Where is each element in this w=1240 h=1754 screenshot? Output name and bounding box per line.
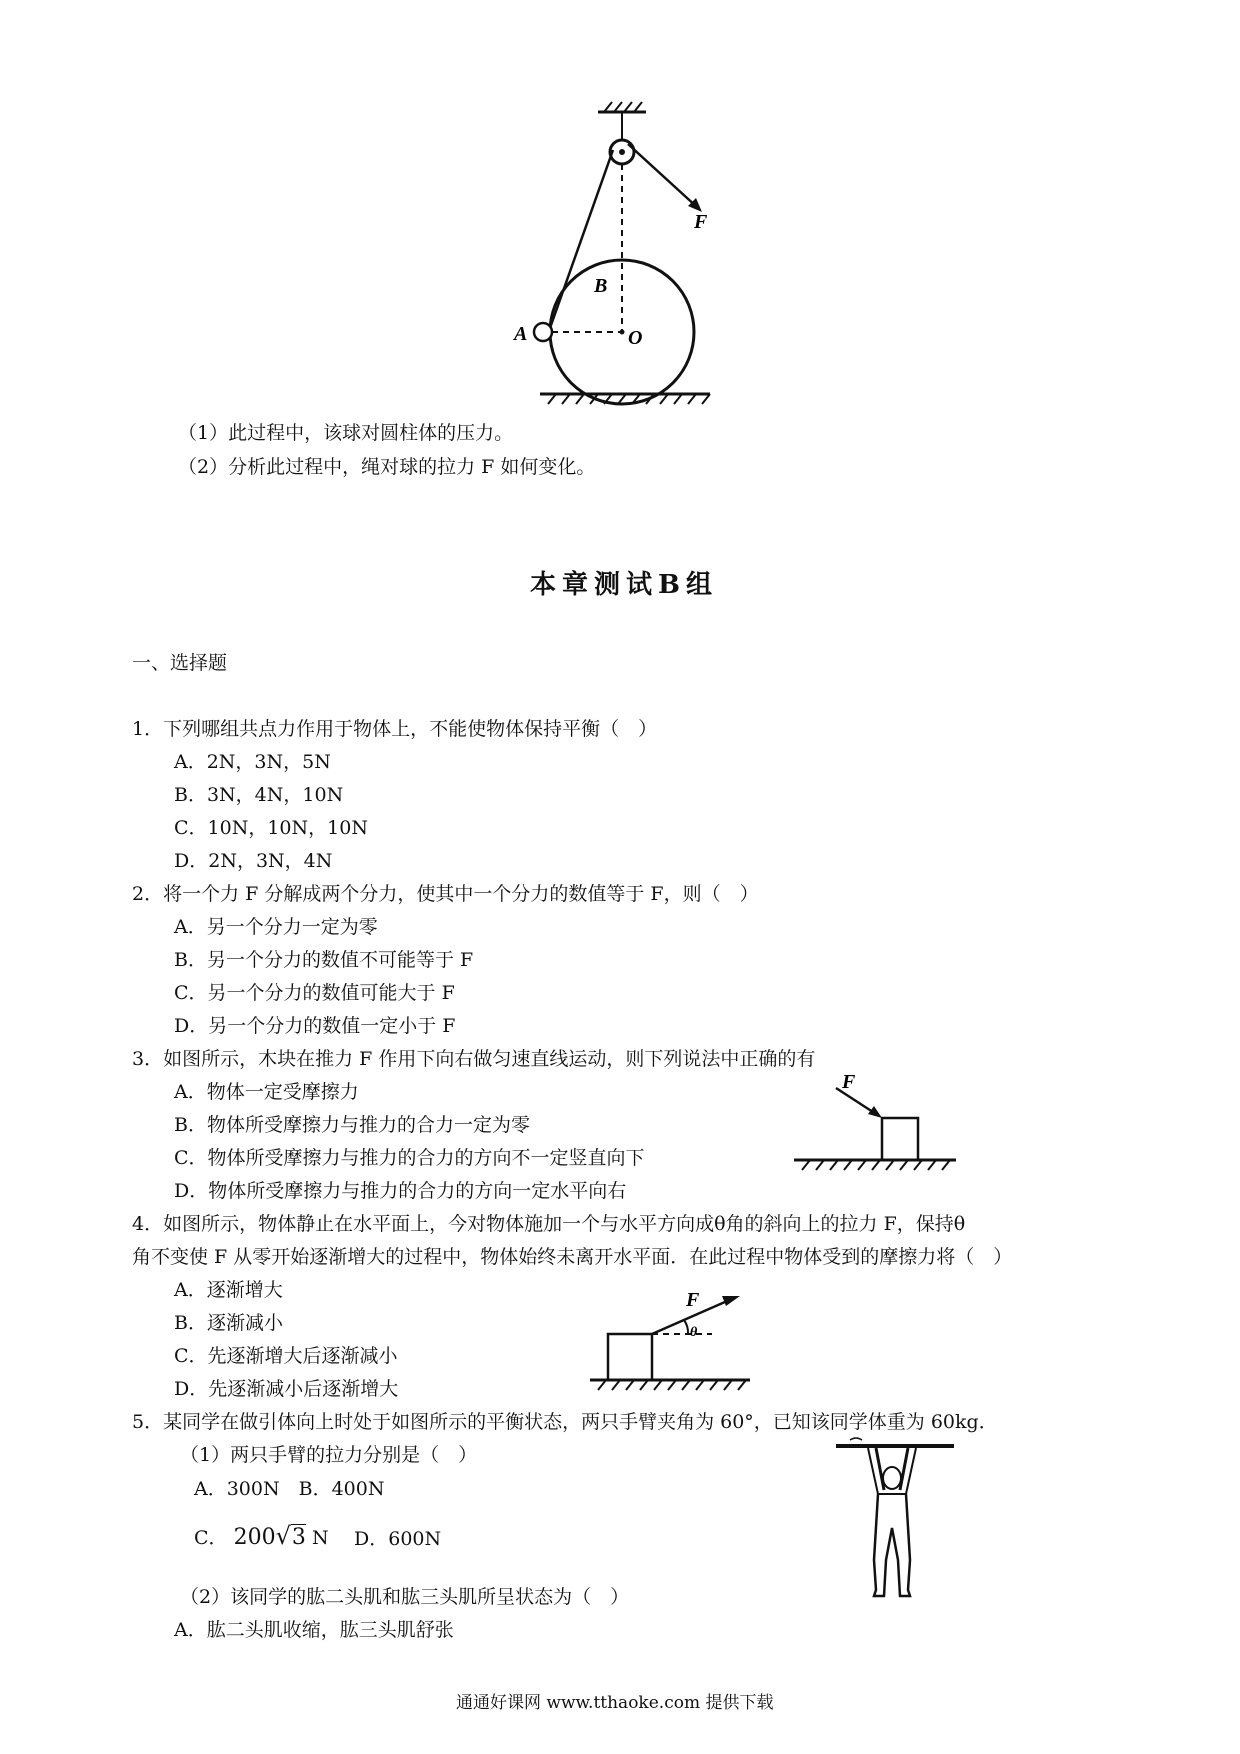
q1-option-c: C．10N，10N，10N	[174, 817, 368, 839]
q2-stem: 2．将一个力 F 分解成两个分力，使其中一个分力的数值等于 F，则（ ）	[132, 883, 759, 905]
q4-option-b: B．逐渐减小	[174, 1312, 283, 1334]
page-footer: 通通好课网 www.tthaoke.com 提供下载	[456, 1693, 774, 1713]
q2-option-a: A．另一个分力一定为零	[174, 916, 378, 938]
q3-option-b: B．物体所受摩擦力与推力的合力一定为零	[174, 1114, 530, 1136]
q5-option-d: D．600N	[354, 1528, 442, 1550]
q4-stem-line2: 角不变使 F 从零开始逐渐增大的过程中，物体始终未离开水平面．在此过程中物体受到的摩擦力将（ ）	[132, 1246, 1013, 1268]
prev-part-1: （1）此过程中，该球对圆柱体的压力。	[178, 422, 514, 444]
q2-option-c: C．另一个分力的数值可能大于 F	[174, 982, 455, 1004]
q1-option-a: A．2N，3N，5N	[174, 751, 331, 773]
q5-option-c-unit: N	[311, 1527, 329, 1549]
q5-option-c-radicand: 3	[291, 1525, 306, 1550]
q1-option-d: D．2N，3N，4N	[174, 850, 333, 872]
sqrt-icon: √	[275, 1522, 291, 1550]
q2-option-b: B．另一个分力的数值不可能等于 F	[174, 949, 474, 971]
q5-sub2: （2）该同学的肱二头肌和肱三头肌所呈状态为（ ）	[180, 1586, 630, 1608]
q4-option-d: D．先逐渐减小后逐渐增大	[174, 1378, 399, 1400]
q4-option-c: C．先逐渐增大后逐渐减小	[174, 1345, 398, 1367]
q4-stem-line1: 4．如图所示，物体静止在水平面上，今对物体施加一个与水平方向成θ角的斜向上的拉力 F，保持θ	[132, 1213, 966, 1235]
prev-part-2: （2）分析此过程中，绳对球的拉力 F 如何变化。	[178, 456, 596, 478]
q1-stem: 1．下列哪组共点力作用于物体上，不能使物体保持平衡（ ）	[132, 718, 658, 740]
q5-option-c-coef: 200	[233, 1525, 276, 1550]
q4-option-a: A．逐渐增大	[174, 1279, 283, 1301]
q1-option-b: B．3N，4N，10N	[174, 784, 344, 806]
q5-option-c-prefix: C．	[194, 1527, 228, 1549]
section-title: 本章测试B组	[530, 570, 718, 600]
q3-stem: 3．如图所示，木块在推力 F 作用下向右做匀速直线运动，则下列说法中正确的有	[132, 1048, 816, 1070]
q2-option-d: D．另一个分力的数值一定小于 F	[174, 1015, 456, 1037]
q3-fig-label-f: F	[842, 1071, 856, 1093]
q5-sub2-option-a: A．肱二头肌收缩，肱三头肌舒张	[174, 1619, 454, 1641]
pulley-label-o: O	[628, 327, 643, 349]
q5-option-ab: A．300N B．400N	[194, 1478, 385, 1500]
q5-stem: 5．某同学在做引体向上时处于如图所示的平衡状态，两只手臂夹角为 60°，已知该同学体重为 60kg．	[132, 1411, 998, 1433]
pulley-label-b: B	[594, 275, 608, 297]
q4-fig-label-theta: θ	[690, 1325, 698, 1340]
q3-option-a: A．物体一定受摩擦力	[174, 1081, 359, 1103]
q4-fig-label-f: F	[686, 1289, 700, 1311]
pulley-label-f: F	[694, 211, 708, 233]
q3-option-c: C．物体所受摩擦力与推力的合力的方向不一定竖直向下	[174, 1147, 645, 1169]
pulley-label-a: A	[514, 323, 528, 345]
section-heading: 一、选择题	[132, 652, 228, 674]
q3-option-d: D．物体所受摩擦力与推力的合力的方向一定水平向右	[174, 1180, 627, 1202]
q5-sub1: （1）两只手臂的拉力分别是（ ）	[180, 1444, 478, 1466]
